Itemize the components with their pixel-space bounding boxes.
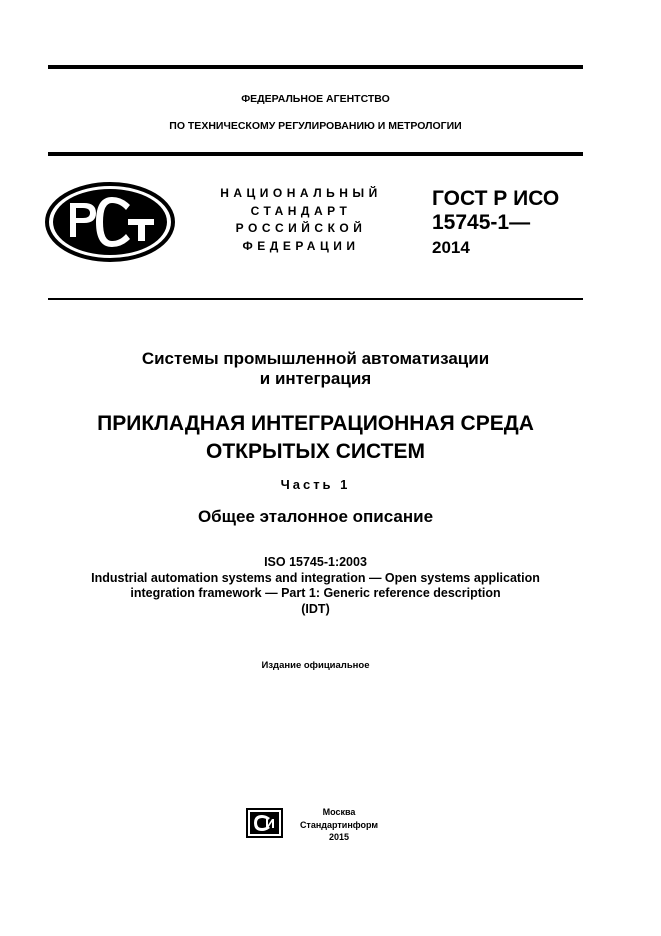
agency-line-2: ПО ТЕХНИЧЕСКОМУ РЕГУЛИРОВАНИЮ И МЕТРОЛОГИИ [169,120,462,132]
document-series-title [48,349,583,389]
standartinform-logo-icon [246,808,283,838]
agency-line-1: ФЕДЕРАЛЬНОЕ АГЕНТСТВО [241,93,390,105]
publisher-year: 2015 [328,832,350,842]
iso-title-line-1: Industrial automation systems and integration — Open systems application [91,570,540,585]
document-main-title [48,410,583,466]
iso-number: ISO 15745-1:2003 [264,555,367,569]
iso-identical-mark: (IDT) [301,601,330,616]
gost-year: 2014 [432,238,470,257]
series-title-line-1: Системы промышленной автоматизации [141,349,490,368]
iso-reference [48,555,583,617]
national-standard-line: РОССИЙСКОЙ [235,221,367,235]
rst-certification-logo-icon [44,181,176,263]
header-rule [48,152,583,156]
series-title-line-2: и интеграция [259,369,372,388]
top-rule [48,65,583,69]
publisher-city: Москва [322,807,356,817]
national-standard-line: НАЦИОНАЛЬНЫЙ [220,186,382,200]
gost-line-1: ГОСТ Р ИСО [432,187,560,210]
main-title-line-1: ПРИКЛАДНАЯ ИНТЕГРАЦИОННАЯ СРЕДА [97,412,534,435]
gost-designation [432,187,559,261]
national-standard-line: ФЕДЕРАЦИИ [242,238,360,253]
gost-line-2: 15745-1— [432,211,531,234]
national-standard-label [196,185,406,255]
publisher-info [293,806,385,844]
main-title-line-2: ОТКРЫТЫХ СИСТЕМ [205,440,425,463]
publisher-name: Стандартинформ [299,819,379,830]
iso-title-line-2: integration framework — Part 1: Generic reference description [130,586,501,600]
document-subtitle: Общее эталонное описание [197,507,434,526]
part-label: Часть 1 [280,477,351,492]
edition-label: Издание официальное [261,660,370,671]
national-standard-line: СТАНДАРТ [250,203,352,218]
block-rule [48,298,583,300]
